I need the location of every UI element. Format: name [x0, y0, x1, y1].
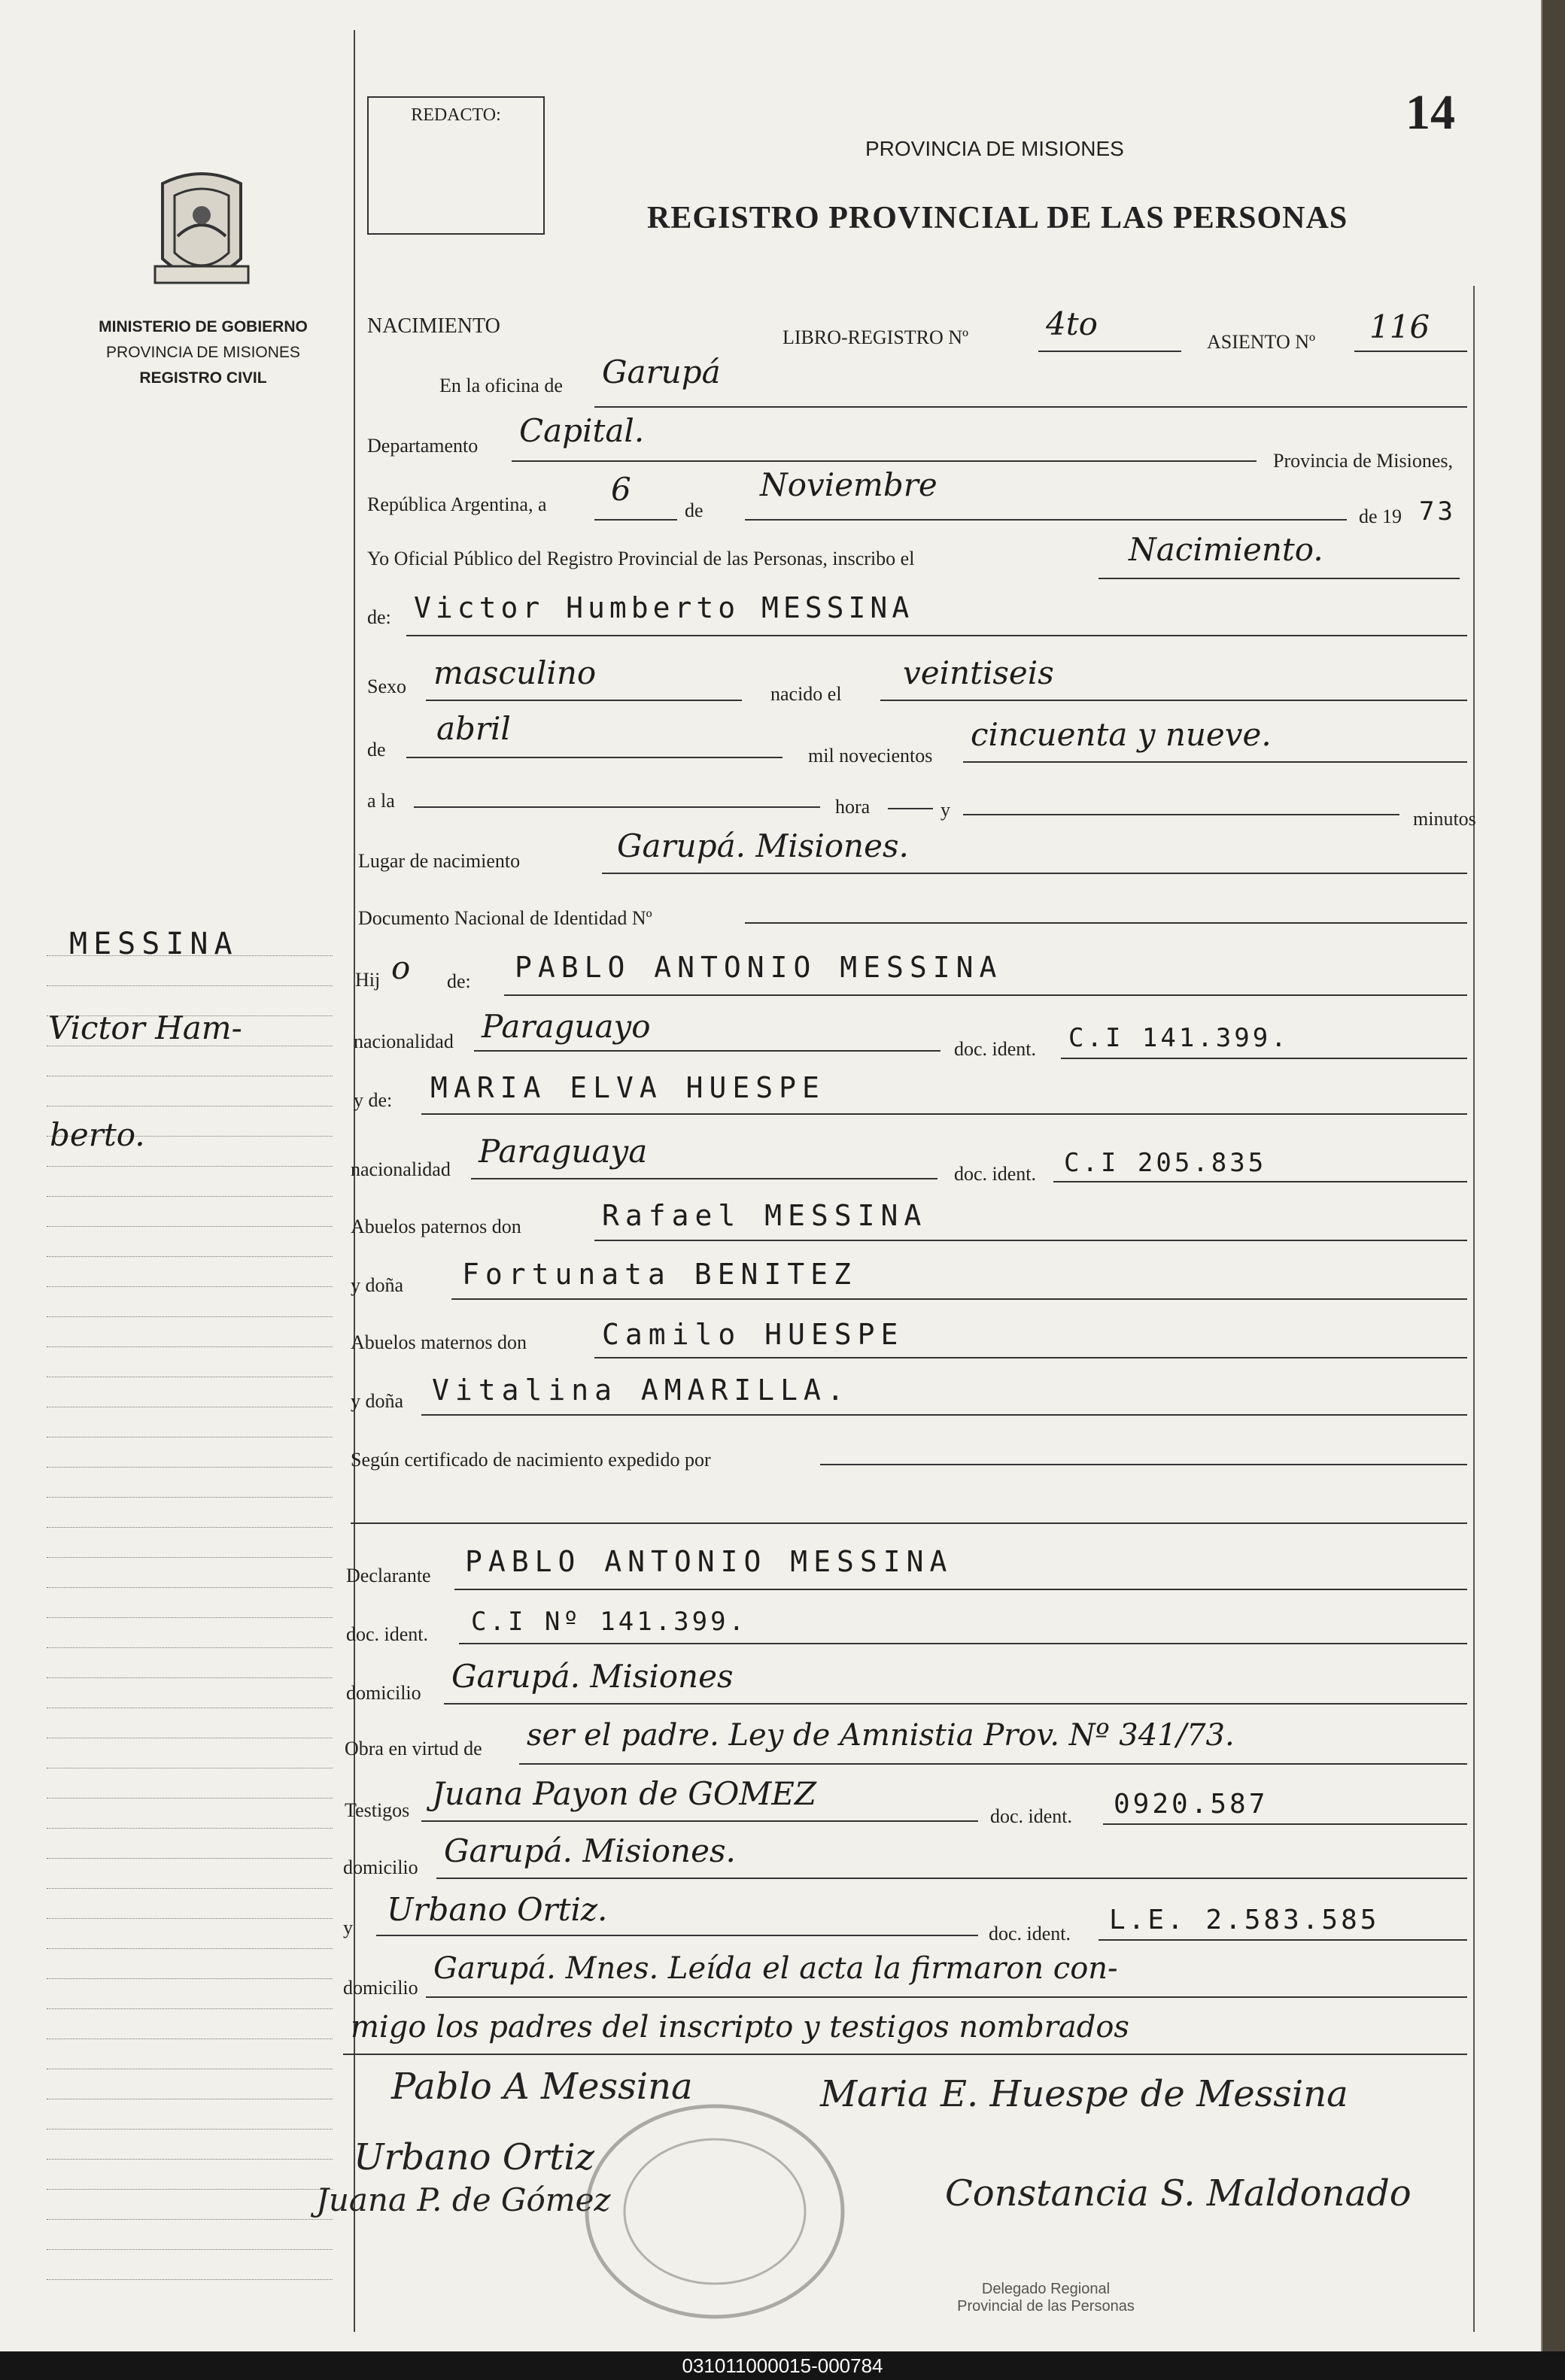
- doc-testigo1-value: 0920.587: [1114, 1789, 1269, 1820]
- declarante-label: Declarante: [346, 1565, 431, 1586]
- obra-label: Obra en virtud de: [345, 1738, 482, 1759]
- doc-madre-value: C.I 205.835: [1064, 1148, 1267, 1178]
- libro-value: 4to: [1046, 305, 1098, 342]
- year-prefix-label: de 19: [1359, 505, 1402, 527]
- asiento-label: ASIENTO Nº: [1207, 331, 1316, 353]
- sexo-label: Sexo: [367, 675, 406, 697]
- oficina-label: En la oficina de: [439, 375, 563, 396]
- nacimiento-label: NACIMIENTO: [367, 314, 500, 338]
- redacto-label: REDACTO:: [411, 105, 501, 125]
- abuela-materna-value: Vitalina AMARILLA.: [432, 1374, 850, 1407]
- madre-value: MARIA ELVA HUESPE: [430, 1071, 825, 1104]
- domicilio-declarante-value: Garupá. Misiones: [451, 1658, 734, 1695]
- margin-surname: MESSINA: [69, 927, 239, 961]
- sexo-value: masculino: [433, 654, 597, 691]
- doc-testigo2-value: L.E. 2.583.585: [1109, 1905, 1380, 1935]
- page-number: 14: [1405, 85, 1455, 140]
- departamento-value: Capital.: [519, 412, 645, 449]
- registry-title: REGISTRO PROVINCIAL DE LAS PERSONAS: [647, 201, 1348, 235]
- abuelos-maternos-label: Abuelos maternos don: [351, 1331, 527, 1353]
- signature-witness-urbano: Urbano Ortiz: [354, 2136, 595, 2178]
- inscribo-value: Nacimiento.: [1129, 531, 1323, 568]
- hij-label: Hij: [355, 969, 381, 991]
- doc-ident-label-2: doc. ident.: [954, 1163, 1037, 1185]
- redacto-box: [367, 96, 545, 235]
- republica-label: República Argentina, a: [367, 493, 547, 515]
- domicilio-label-3: domicilio: [343, 1977, 418, 1999]
- doc-ident-label-4: doc. ident.: [990, 1805, 1073, 1827]
- doc-ident-label-1: doc. ident.: [954, 1038, 1037, 1060]
- provincia-label: Provincia de Misiones,: [1273, 450, 1454, 472]
- testigo2-value: Urbano Ortiz.: [387, 1891, 608, 1928]
- doc-ident-label-5: doc. ident.: [989, 1923, 1071, 1944]
- ministry-header: [68, 314, 339, 391]
- margin-name-line2: Victor Ham-: [48, 1009, 242, 1046]
- y-dona-label-1: y doña: [351, 1274, 404, 1296]
- libro-label: LIBRO-REGISTRO Nº: [782, 326, 969, 348]
- a-la-label: a la: [367, 790, 395, 812]
- testigos-label: Testigos: [345, 1799, 410, 1821]
- y-label: y: [941, 799, 950, 821]
- signature-mother: Maria E. Huespe de Messina: [820, 2073, 1348, 2115]
- mes-nacimiento-value: abril: [436, 710, 511, 747]
- archive-id-caption: 031011000015-000784: [0, 2351, 1565, 2380]
- signature-witness-juana: Juana P. de Gómez: [316, 2181, 611, 2218]
- domicilio-label-1: domicilio: [346, 1682, 421, 1704]
- domicilio-testigo2-line2: migo los padres del inscripto y testigos nombrados: [351, 2010, 1129, 2045]
- signature-father: Pablo A Messina: [391, 2066, 693, 2108]
- padre-value: PABLO ANTONIO MESSINA: [515, 951, 1003, 984]
- margin-name-line3: berto.: [50, 1116, 145, 1153]
- y-de-label: y de:: [354, 1089, 393, 1111]
- month-value: Noviembre: [760, 466, 937, 503]
- domicilio-testigo1-value: Garupá. Misiones.: [444, 1832, 736, 1869]
- doc-ident-label-3: doc. ident.: [346, 1623, 429, 1645]
- nacionalidad-madre-value: Paraguaya: [479, 1133, 648, 1170]
- obra-value: ser el padre. Ley de Amnistia Prov. Nº 341/73.: [527, 1718, 1235, 1753]
- delegate-stamp: [903, 2281, 1189, 2315]
- minutos-label: minutos: [1413, 808, 1476, 830]
- child-name-value: Victor Humberto MESSINA: [414, 591, 914, 624]
- y-dona-label-2: y doña: [351, 1390, 404, 1412]
- hora-label: hora: [835, 796, 871, 818]
- de-colon-label: de:: [367, 606, 391, 628]
- yo-oficial-label: Yo Oficial Público del Registro Provincial de las Personas, inscribo el: [367, 548, 915, 569]
- declarante-value: PABLO ANTONIO MESSINA: [465, 1545, 953, 1578]
- nacido-value: veintiseis: [903, 654, 1054, 691]
- oficina-value: Garupá: [602, 354, 721, 390]
- stamp-line2: Provincial de las Personas: [957, 2298, 1135, 2315]
- abuelo-materno-value: Camilo HUESPE: [602, 1318, 904, 1351]
- lugar-value: Garupá. Misiones.: [617, 827, 909, 864]
- stamp-line1: Delegado Regional: [981, 2281, 1111, 2297]
- segun-label: Según certificado de nacimiento expedido por: [351, 1449, 711, 1471]
- lugar-label: Lugar de nacimiento: [358, 850, 521, 872]
- signature-official: Constancia S. Maldonado: [945, 2172, 1412, 2215]
- year-suffix-value: 73: [1419, 496, 1456, 527]
- coat-of-arms-emblem: [147, 168, 256, 295]
- ministry-line3: REGISTRO CIVIL: [139, 369, 267, 387]
- asiento-value: 116: [1369, 308, 1430, 345]
- hij-letter-value: o: [391, 949, 411, 986]
- day-value: 6: [611, 471, 631, 508]
- de-label-1: de: [685, 499, 703, 521]
- nacionalidad-padre-value: Paraguayo: [482, 1008, 651, 1045]
- abuelo-paterno-value: Rafael MESSINA: [602, 1199, 928, 1232]
- province-title: PROVINCIA DE MISIONES: [865, 137, 1124, 160]
- doc-declarante-value: C.I Nº 141.399.: [471, 1607, 748, 1637]
- domicilio-label-2: domicilio: [343, 1856, 418, 1878]
- domicilio-testigo2-line1: Garupá. Mnes. Leída el acta la firmaron con-: [433, 1951, 1118, 1986]
- nacionalidad-label-2: nacionalidad: [351, 1158, 451, 1180]
- de-label-3: de:: [447, 970, 471, 992]
- nacionalidad-label-1: nacionalidad: [354, 1031, 454, 1052]
- ministry-line2: PROVINCIA DE MISIONES: [106, 344, 300, 361]
- ministry-line1: MINISTERIO DE GOBIERNO: [99, 318, 308, 335]
- nacido-label: nacido el: [770, 683, 842, 705]
- dni-label: Documento Nacional de Identidad Nº: [358, 907, 652, 929]
- abuela-paterna-value: Fortunata BENITEZ: [462, 1258, 857, 1291]
- departamento-label: Departamento: [367, 435, 479, 457]
- de-label-2: de: [367, 739, 386, 760]
- official-seal-stamp: [572, 2091, 858, 2332]
- abuelos-paternos-label: Abuelos paternos don: [351, 1216, 521, 1237]
- mil-novecientos-label: mil novecientos: [808, 745, 933, 767]
- anio-nacimiento-value: cincuenta y nueve.: [971, 716, 1272, 753]
- testigo1-value: Juana Payon de GOMEZ: [432, 1775, 817, 1812]
- right-border-rule: [1473, 286, 1475, 2332]
- doc-padre-value: C.I 141.399.: [1068, 1023, 1290, 1053]
- y-label-2: y: [343, 1917, 353, 1938]
